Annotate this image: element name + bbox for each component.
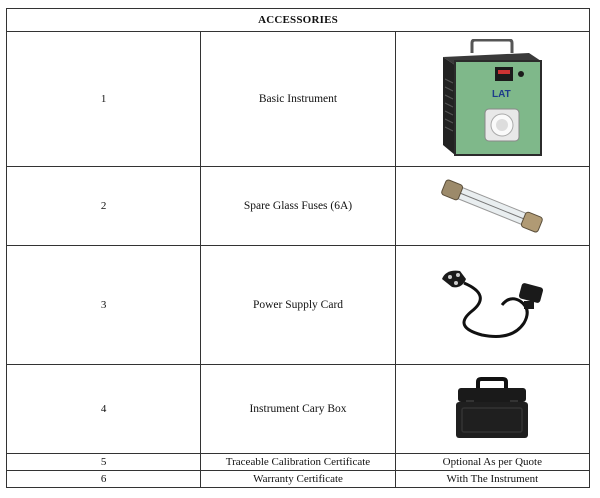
accessories-table bbox=[6, 8, 590, 488]
table-row bbox=[7, 454, 590, 471]
table-title: ACCESSORIES bbox=[7, 9, 590, 32]
item-name: Instrument Cary Box bbox=[201, 365, 395, 454]
row-number: 2 bbox=[7, 167, 201, 246]
row-number: 5 bbox=[7, 454, 201, 471]
carry-case-image-cell bbox=[395, 365, 589, 454]
item-name: Power Supply Card bbox=[201, 246, 395, 365]
item-name: Warranty Certificate bbox=[201, 471, 395, 488]
table-row bbox=[7, 365, 590, 454]
row-number: 6 bbox=[7, 471, 201, 488]
accessories-sheet bbox=[6, 8, 590, 490]
svg-text:LAT: LAT bbox=[492, 89, 512, 100]
power-cord-photo bbox=[432, 265, 552, 345]
item-detail: With The Instrument bbox=[395, 471, 589, 488]
table-header-row bbox=[7, 9, 590, 32]
item-name: Basic Instrument bbox=[201, 32, 395, 167]
row-number: 3 bbox=[7, 246, 201, 365]
instrument-image-cell bbox=[395, 32, 589, 167]
glass-fuse-photo bbox=[432, 176, 552, 236]
item-name: Traceable Calibration Certificate bbox=[201, 454, 395, 471]
table-row bbox=[7, 167, 590, 246]
power-cord-image-cell bbox=[395, 246, 589, 365]
row-number: 1 bbox=[7, 32, 201, 167]
table-row bbox=[7, 246, 590, 365]
instrument-photo bbox=[437, 39, 547, 159]
row-number: 4 bbox=[7, 365, 201, 454]
carry-case-photo bbox=[452, 374, 532, 444]
item-name: Spare Glass Fuses (6A) bbox=[201, 167, 395, 246]
item-detail: Optional As per Quote bbox=[395, 454, 589, 471]
table-row bbox=[7, 32, 590, 167]
table-row bbox=[7, 471, 590, 488]
fuse-image-cell bbox=[395, 167, 589, 246]
